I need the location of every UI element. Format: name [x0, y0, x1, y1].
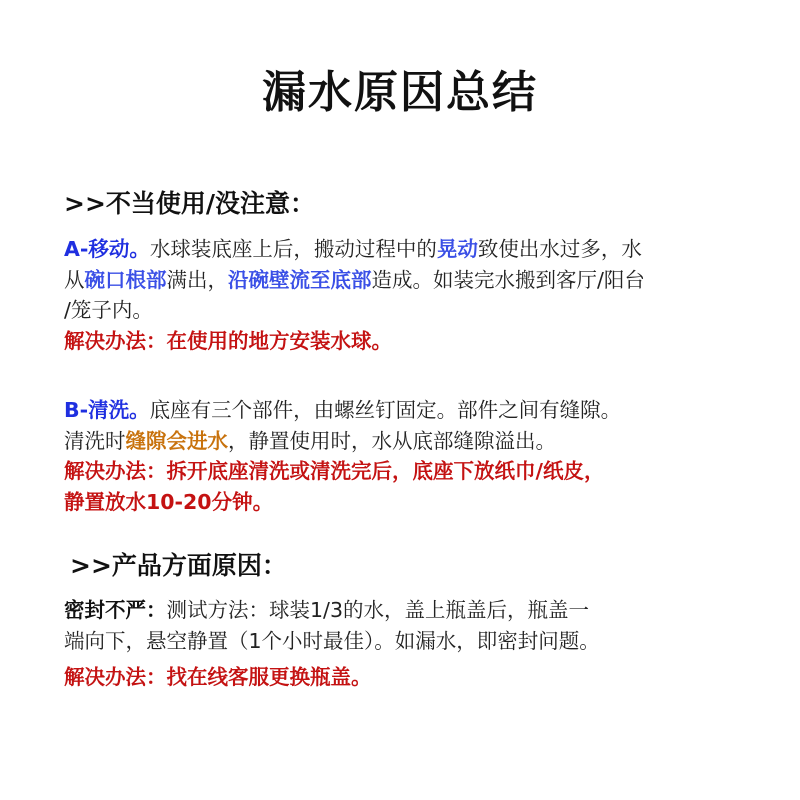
cause-c-label: 密封不严：	[64, 598, 167, 622]
cause-c-paragraph	[64, 595, 754, 693]
cause-c-text: 测试方法：球装1/3的水，盖上瓶盖后，瓶盖一	[166, 598, 589, 622]
highlight-flow-down: 沿碗壁流至底部	[228, 267, 372, 292]
cause-a-line-2	[64, 265, 754, 296]
cause-b-solution-line-2: 静置放水10-20分钟。	[64, 489, 274, 514]
section-heading-product: >>产品方面原因：	[70, 551, 287, 580]
cause-a-text: 从	[64, 267, 85, 292]
highlight-shaking: 晃动	[436, 237, 478, 261]
cause-c-solution: 解决办法：找在线客服更换瓶盖。	[64, 665, 372, 689]
page-title: 漏水原因总结	[262, 67, 538, 118]
cause-c-text: 端向下，悬空静置（1个小时最佳）。如漏水，即密封问题。	[64, 628, 600, 653]
cause-c-line-2	[64, 626, 754, 657]
highlight-gap-water: 缝隙会进水	[125, 428, 228, 453]
cause-a-line-1	[64, 234, 754, 265]
cause-a-paragraph	[64, 234, 754, 356]
section-heading-misuse: >>不当使用/没注意：	[64, 189, 316, 218]
cause-a-text: 满出，	[166, 267, 228, 292]
cause-a-text: 水球装底座上后，搬动过程中的	[149, 237, 437, 261]
cause-b-line-1	[64, 395, 754, 426]
cause-b-solution-line-1: 解决办法：拆开底座清洗或清洗完后，底座下放纸巾/纸皮，	[64, 459, 605, 483]
cause-a-line-3	[64, 295, 754, 326]
cause-b-line-2	[64, 426, 754, 457]
cause-a-text: 造成。如装完水搬到客厅/阳台	[371, 267, 645, 292]
cause-a-text: /笼子内。	[64, 298, 153, 322]
cause-b-text: ，静置使用时，水从底部缝隙溢出。	[228, 428, 556, 453]
cause-a-solution: 解决办法：在使用的地方安装水球。	[64, 328, 392, 353]
highlight-bowl-rim: 碗口根部	[84, 267, 167, 292]
cause-b-label: B-清洗。	[64, 398, 150, 422]
cause-b-paragraph	[64, 395, 754, 517]
cause-a-text: 致使出水过多，水	[477, 237, 642, 261]
cause-b-text: 底座有三个部件，由螺丝钉固定。部件之间有缝隙。	[149, 398, 622, 422]
cause-b-text: 清洗时	[64, 428, 126, 453]
cause-c-line-1	[64, 595, 754, 626]
cause-a-label: A-移动。	[64, 237, 150, 261]
